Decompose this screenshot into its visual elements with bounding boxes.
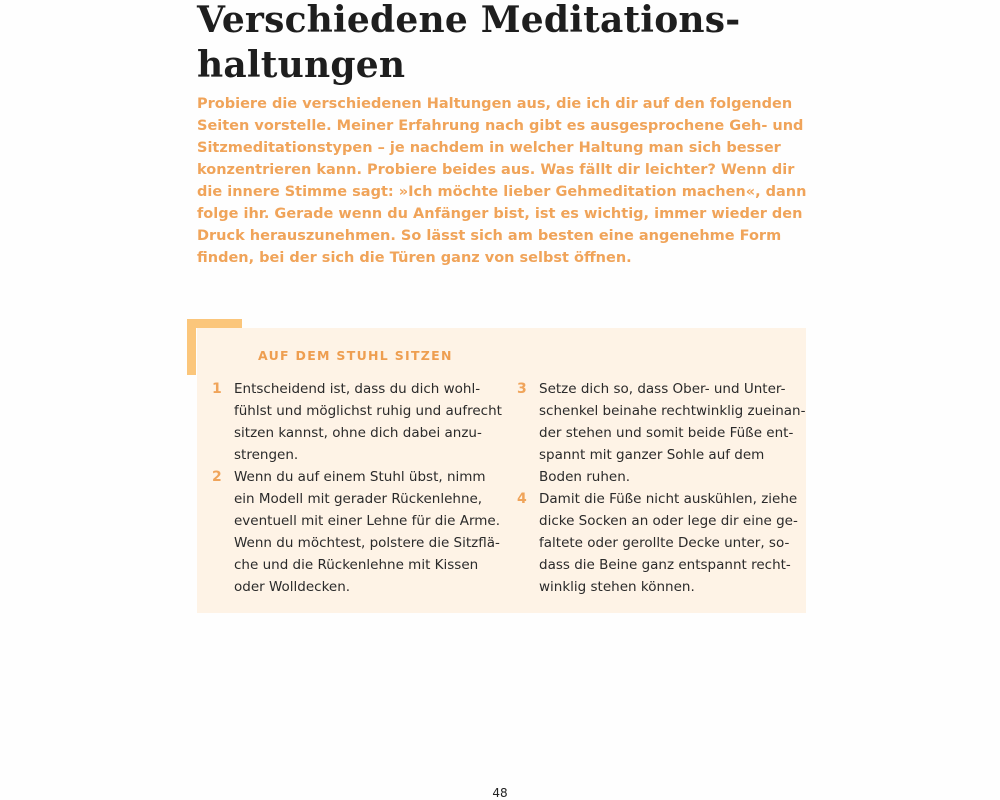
title-line: haltungen <box>197 44 406 86</box>
item-line: Entscheidend ist, dass du dich wohl- <box>234 381 481 397</box>
item-line: Setze dich so, dass Ober- und Unter- <box>539 381 786 397</box>
item-line: ein Modell mit gerader Rückenlehne, <box>234 491 483 507</box>
box-column-right <box>517 378 807 598</box>
item-line: Wenn du möchtest, polstere die Sitzflä- <box>234 535 500 551</box>
item-line: dicke Socken an oder lege dir eine ge- <box>539 513 798 529</box>
item-line: strengen. <box>234 447 299 463</box>
page-title <box>197 0 757 88</box>
item-line: oder Wolldecken. <box>234 579 351 595</box>
item-line: eventuell mit einer Lehne für die Arme. <box>234 513 501 529</box>
item-line: faltete oder gerollte Decke unter, so- <box>539 535 790 551</box>
item-line: winklig stehen können. <box>539 579 695 595</box>
item-line: schenkel beinahe rechtwinklig zueinan- <box>539 403 806 419</box>
title-line: Verschiedene Meditations- <box>197 0 741 41</box>
item-number: 3 <box>517 381 527 397</box>
intro-line: konzentrieren kann. Probiere beides aus. Was fällt dir leichter? Wenn dir <box>197 162 795 178</box>
numbered-item <box>212 378 502 466</box>
item-line: Boden ruhen. <box>539 469 631 485</box>
item-line: fühlst und möglichst ruhig und aufrecht <box>234 403 502 419</box>
item-number: 4 <box>517 491 527 507</box>
intro-line: Seiten vorstelle. Meiner Erfahrung nach gibt es ausgesprochene Geh- und <box>197 118 804 134</box>
corner-bracket-vertical <box>187 319 196 375</box>
intro-line: finden, bei der sich die Türen ganz von selbst öffnen. <box>197 250 632 266</box>
numbered-item <box>517 488 807 598</box>
intro-paragraph <box>197 93 807 269</box>
item-line: spannt mit ganzer Sohle auf dem <box>539 447 765 463</box>
item-number: 1 <box>212 381 222 397</box>
box-heading: AUF DEM STUHL SITZEN <box>258 348 453 363</box>
numbered-item <box>517 378 807 488</box>
intro-line: folge ihr. Gerade wenn du Anfänger bist, ist es wichtig, immer wieder den <box>197 206 803 222</box>
numbered-item <box>212 466 502 598</box>
item-line: che und die Rückenlehne mit Kissen <box>234 557 479 573</box>
item-number: 2 <box>212 469 222 485</box>
box-column-left <box>212 378 502 598</box>
intro-line: Sitzmeditationstypen – je nachdem in welcher Haltung man sich besser <box>197 140 781 156</box>
item-line: sitzen kannst, ohne dich dabei anzu- <box>234 425 482 441</box>
item-line: Wenn du auf einem Stuhl übst, nimm <box>234 469 486 485</box>
item-line: dass die Beine ganz entspannt recht- <box>539 557 791 573</box>
page-number: 48 <box>492 786 508 800</box>
intro-line: die innere Stimme sagt: »Ich möchte lieber Gehmeditation machen«, dann <box>197 184 807 200</box>
intro-line: Druck herauszunehmen. So lässt sich am besten eine angenehme Form <box>197 228 782 244</box>
item-line: der stehen und somit beide Füße ent- <box>539 425 794 441</box>
item-line: Damit die Füße nicht auskühlen, ziehe <box>539 491 798 507</box>
intro-line: Probiere die verschiedenen Haltungen aus, die ich dir auf den folgenden <box>197 96 793 112</box>
